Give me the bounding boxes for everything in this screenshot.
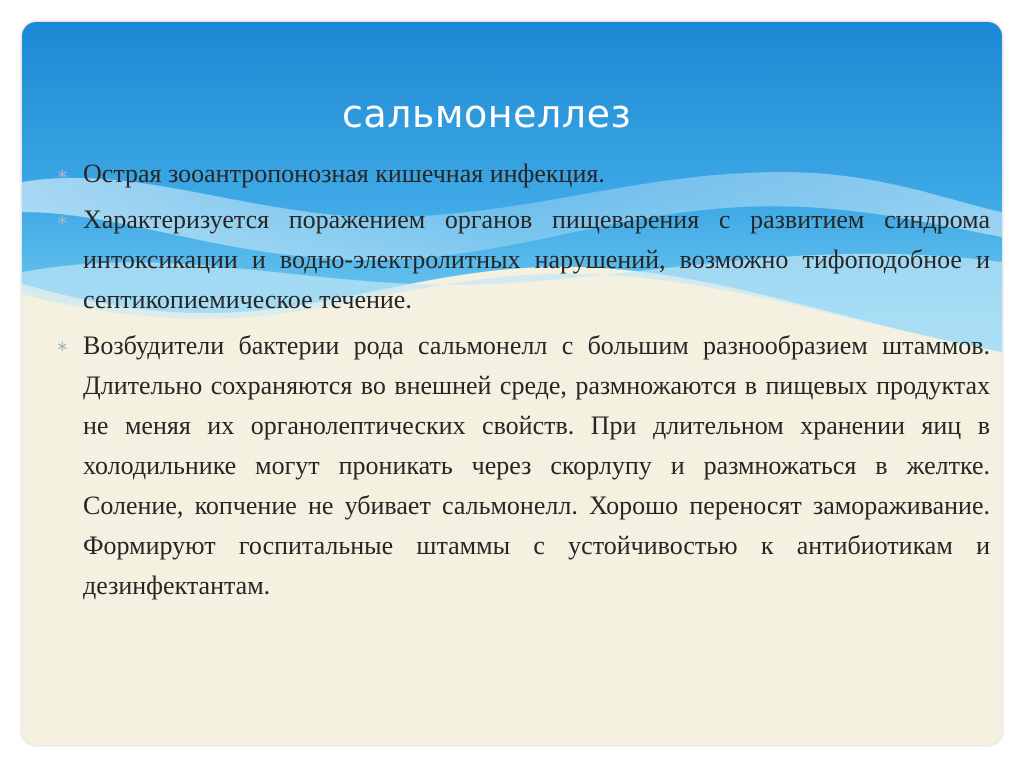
bullet-list [56,154,990,612]
asterisk-bullet-icon: ∗ [56,337,69,355]
bullet-item [56,200,990,320]
asterisk-bullet-icon: ∗ [56,211,69,229]
bullet-item [56,154,990,194]
bullet-item [56,326,990,606]
bullet-text: Характеризуется поражением органов пищеварения с развитием синдрома интоксикации и водно-электролитных нарушений, возможно тифоподобное и септикопиемическое течение. [83,205,990,314]
content-panel [22,22,1002,745]
bullet-text: Возбудители бактерии рода сальмонелл с большим разнообразием штаммов. Длительно сохраняются во внешней среде, размножаются в пищевых продуктах не меняя их органолептических свойств. При длительном хранении яиц в холодильнике могут проникать через скорлупу и размножаться в желтке. Соление, копчение не убивает сальмонелл. Хорошо переносят замораживание. Формируют госпитальные штаммы с устойчивостью к антибиотикам и дезинфектантам. [83,331,990,600]
slide-title: сальмонеллез [342,92,632,136]
asterisk-bullet-icon: ∗ [56,165,69,183]
bullet-text: Острая зооантропонозная кишечная инфекция. [83,159,605,188]
